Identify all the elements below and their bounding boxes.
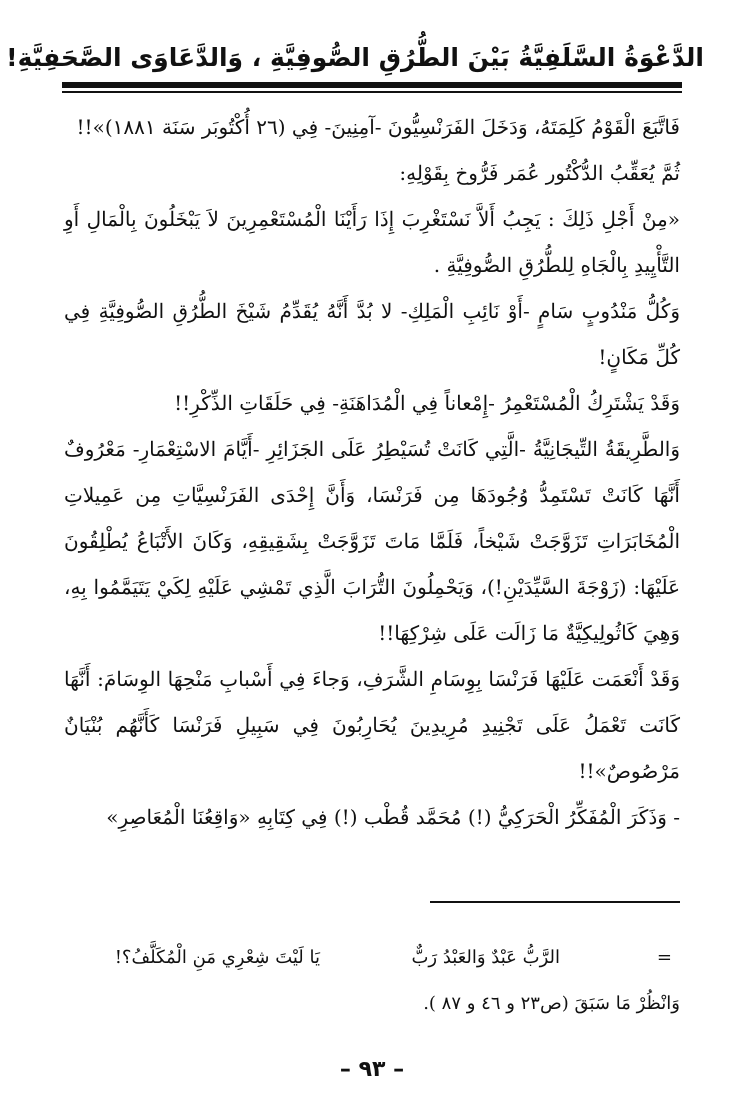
body-text [64,104,680,840]
paragraph-5: وَقَدْ يَشْتَرِكُ الْمُسْتَعْمِرُ -إِمْعاناً فِي الْمُدَاهَنَةِ- فِي حَلَقَاتِ الذِّكْرِ!! [174,391,680,415]
verse-second-hemistich: يَا لَيْتَ شِعْرِي مَنِ الْمُكَلَّفُ؟! [114,947,320,968]
paragraph-4: وَكُلُّ مَنْدُوبٍ سَامٍ -أَوْ نَائِبِ الْمَلِكِ- لا بُدَّ أَنَّهُ يُقَدِّمُ شَيْخَ الطُّرُقِ الصُّوفِيَّةِ فِي كُلِّ مَكَانٍ! [64,299,680,369]
page-number: – ٩٣ – [339,1057,405,1082]
header-rule-thick [62,82,682,88]
paragraph-7: وَقَدْ أَنْعَمَت عَلَيْهَا فَرَنْسَا بِوِسَامِ الشَّرَفِ، وَجاءَ فِي أَسْبابِ مَنْحِهَا الوِسَامَ: أَنَّهَا كَانَت تَعْمَلُ عَلَى تَجْنِيدِ مُرِيدِينَ يُحَارِبُونَ فِي سَبِيلِ فَرَنْسَا كَأَنَّهُم بُنْيَانٌ مَرْصُوصٌ»!! [64,667,680,783]
footnote-verse [100,936,700,980]
paragraph-8: - وَذَكَرَ الْمُفَكِّرُ الْحَرَكِيُّ (!) مُحَمَّد قُطْب (!) فِي كِتَابِهِ «وَاقِعُنَا الْمُعَاصِرِ» [106,805,680,829]
paragraph-3: «مِنْ أَجْلِ ذَلِكَ : يَجِبُ أَلاَّ نَسْتَغْرِبَ إِذَا رَأَيْنَا الْمُسْتَعْمِرِينَ لاَ يَبْخَلُونَ بِالْمَالِ أَوِ التَّأْيِيدِ بِالْجَاهِ لِلطُّرُقِ الصُّوفِيَّةِ . [64,207,680,277]
paragraph-1: فَاتَّبَعَ الْقَوْمُ كَلِمَتَهُ، وَدَخَلَ الفَرَنْسِيُّونَ -آمِنِينَ- فِي (٢٦ أُكْتُوبَر سَنَة ١٨٨١)»!! [76,115,680,139]
verse-first-hemistich: الرَّبُّ عَبْدٌ وَالعَبْدُ رَبٌّ [411,947,560,968]
paragraph-6: وَالطَّرِيقَةُ التِّيجَانِيَّةُ -الَّتِي كَانَتْ تُسَيْطِرُ عَلَى الجَزَائِرِ -أَيَّامَ الاسْتِعْمَارِ- مَعْرُوفٌ أَنَّهَا كَانَتْ تَسْتَمِدُّ وُجُودَهَا مِن فَرَنْسَا، وَأَنَّ إِحْدَى الفَرَنْسِيَّاتِ مِن عَمِيلاتِ الْمُخَابَرَاتِ تَزَوَّجَتْ شَيْخاً، فَلَمَّا مَاتَ تَزَوَّجَتْ بِشَقِيقِهِ، وَكَانَ الأَتْبَاعُ يُطْلِقُونَ عَلَيْهَا: (زَوْجَةَ السَّيِّدَيْنِ!)، وَيَحْمِلُونَ التُّرَابَ الَّذِي تَمْشِي عَلَيْهِ لِكَيْ يَتَيَمَّمُوا بِهِ، وَهِيَ كَاثُولِيكِيَّةٌ مَا زَالَت عَلَى شِرْكِهَا!! [64,437,680,645]
paragraph-2: ثُمَّ يُعَقِّبُ الدُّكْتُور عُمَر فَرُّوخ بِقَوْلِهِ: [399,161,680,185]
footnote-reference: وَانْظُرْ مَا سَبَقَ (ص٢٣ و ٤٦ و ٨٧ ). [423,993,680,1014]
footnote-continuation-marker: = [656,947,672,968]
running-header-title: الدَّعْوَةُ السَّلَفِيَّةُ بَيْنَ الطُّرُقِ الصُّوفِيَّةِ ، وَالدَّعَاوَى الصَّحَفِيَّةِ! [6,43,704,72]
header-rule-thin [62,91,682,93]
footnote-separator [430,901,680,903]
